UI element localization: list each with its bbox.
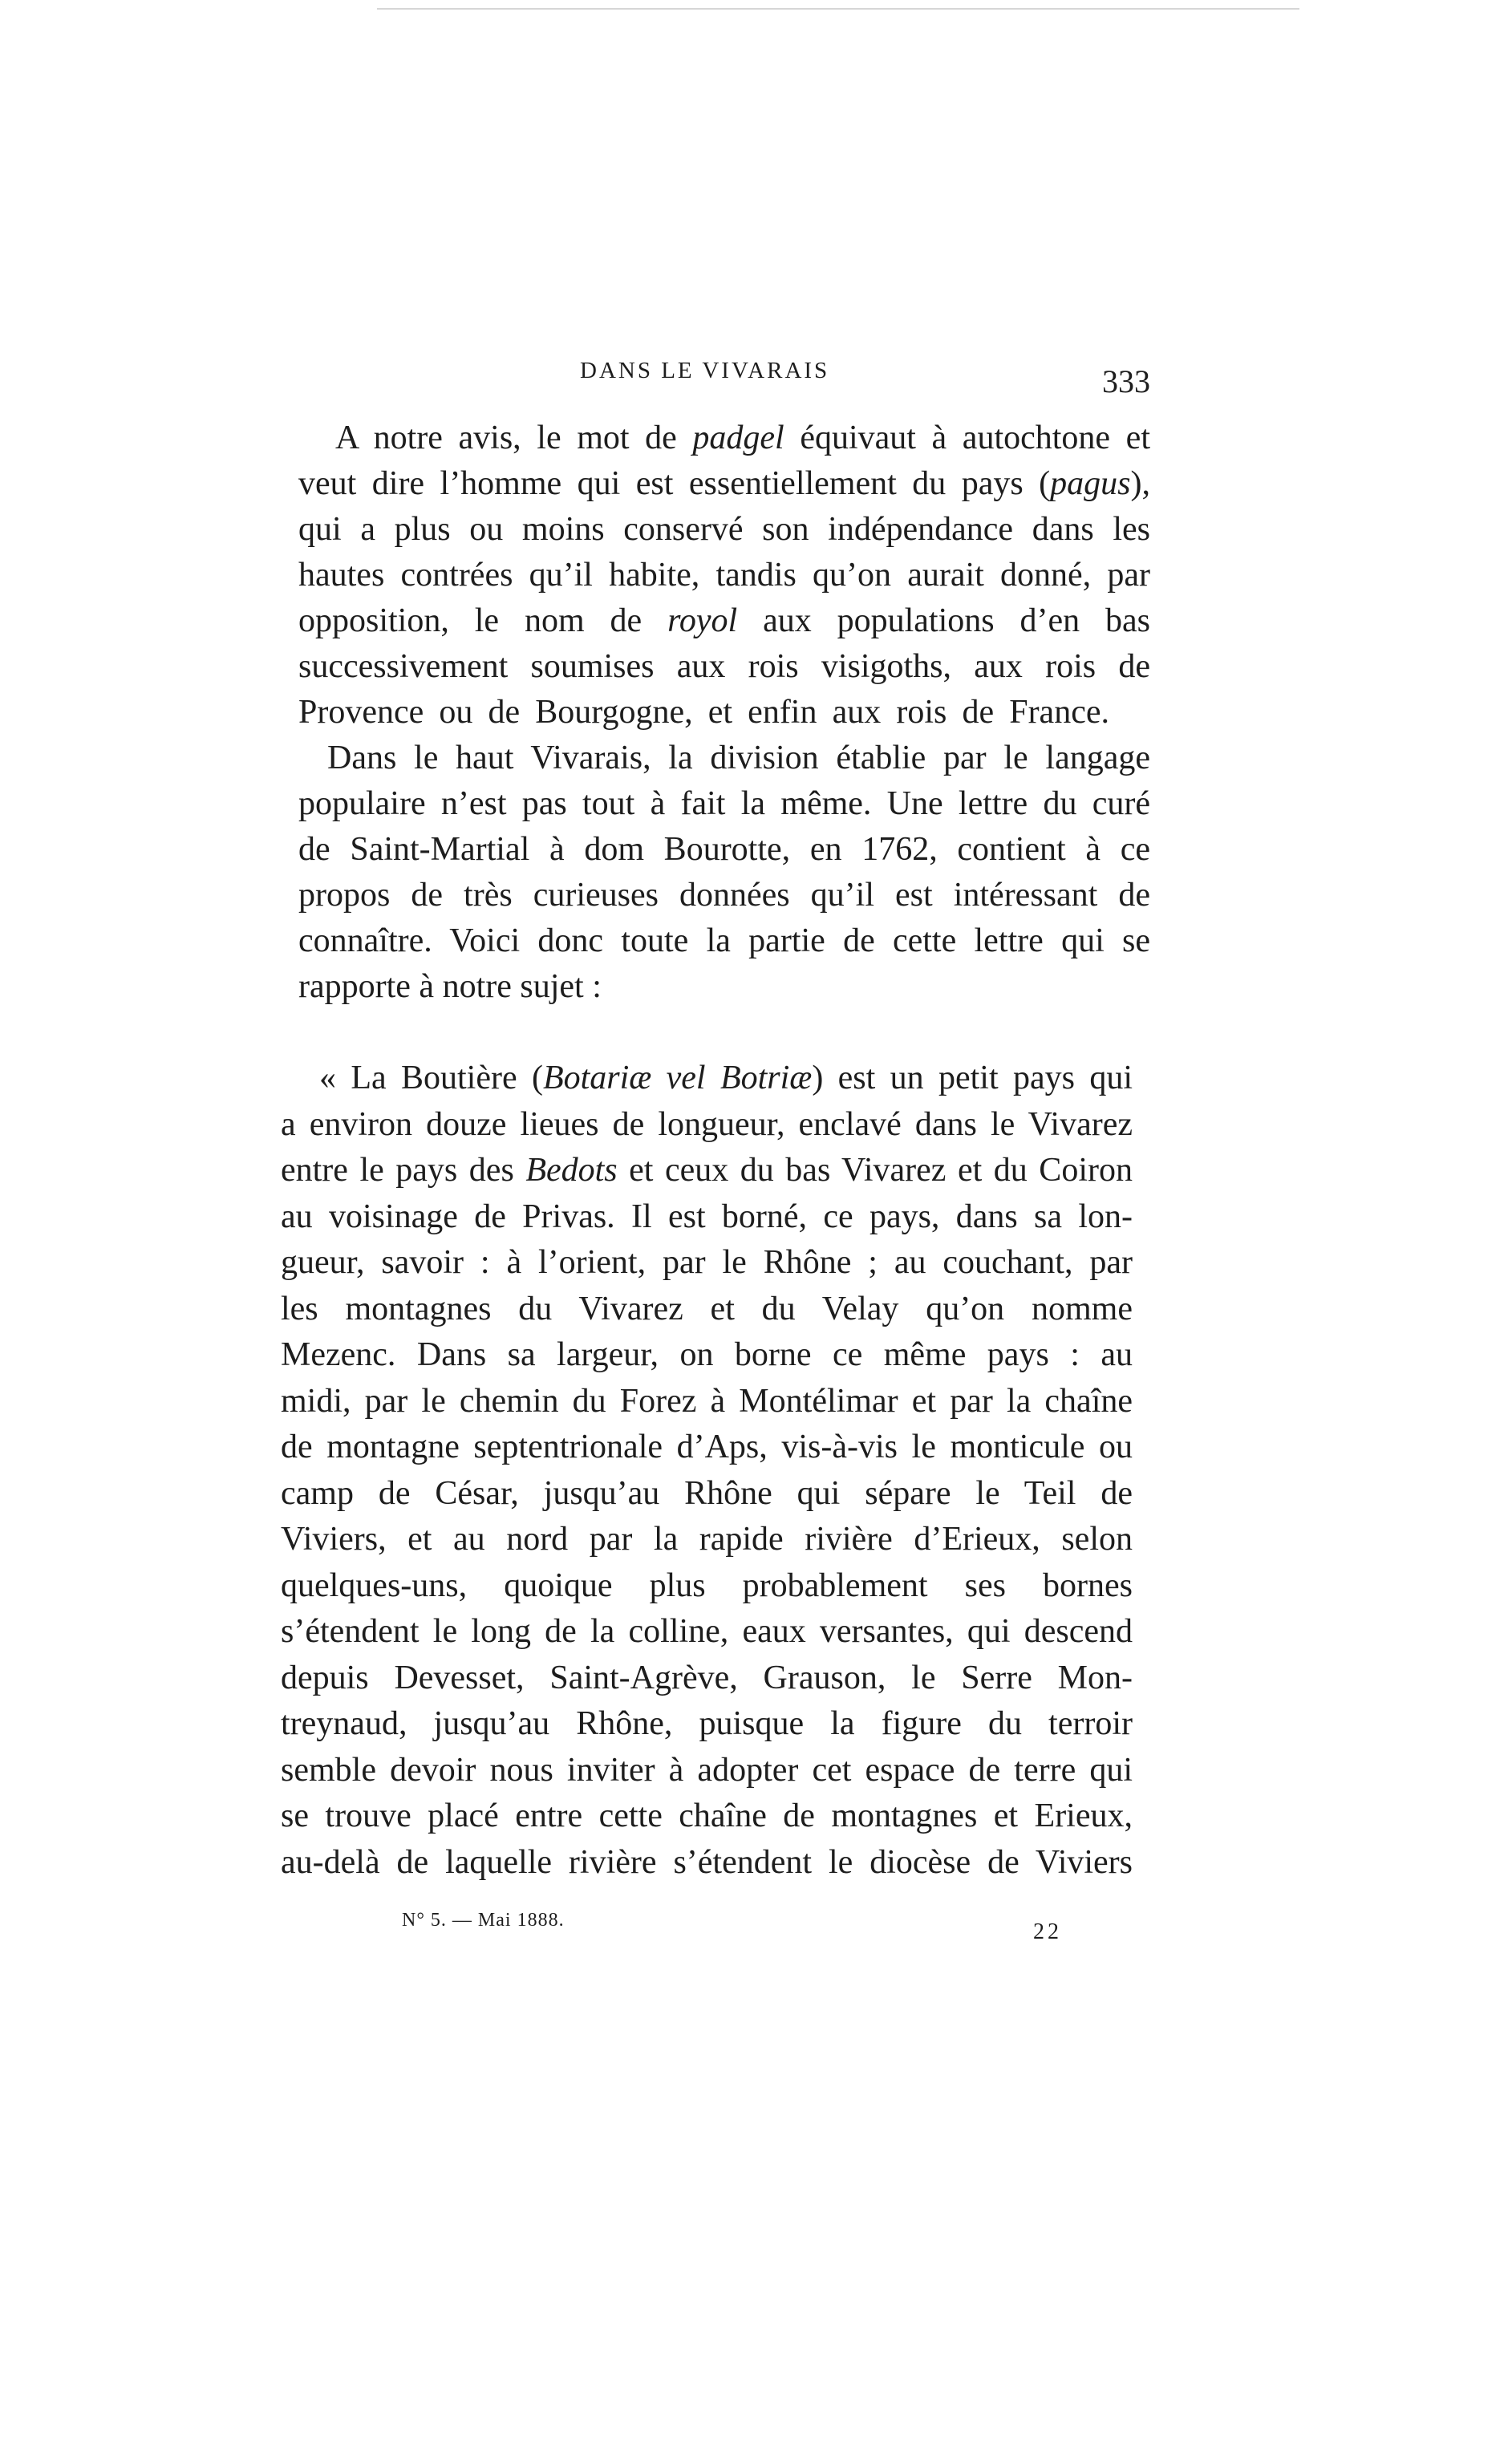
text-line: a environ douze lieues de longueur, enclavé dans le Vivarez — [281, 1105, 1133, 1143]
text-line: hautes contrées qu’il habite, tandis qu’on aurait donné, par — [298, 557, 1150, 594]
text-line: se trouve placé entre cette chaîne de montagnes et Erieux, — [281, 1797, 1133, 1834]
text-line: Provence ou de Bourgogne, et enfin aux rois de France. — [298, 694, 1109, 731]
text-run: entre le pays des — [281, 1152, 526, 1189]
paragraph — [298, 736, 1150, 1010]
text-line: midi, par le chemin du Forez à Montélimar et par la chaîne — [281, 1382, 1133, 1420]
text-run: A notre avis, le mot de — [335, 419, 693, 456]
signature-mark: 22 — [1033, 1919, 1062, 1944]
text-line: gueur, savoir : à l’orient, par le Rhône ; au couchant, par — [281, 1244, 1133, 1281]
text-line: de Saint-Martial à dom Bourotte, en 1762, contient à ce — [298, 831, 1150, 868]
text-line: au voisinage de Privas. Il est borné, ce pays, dans sa lon- — [281, 1198, 1133, 1235]
text-run: ), — [1130, 465, 1150, 502]
running-head: DANS LE VIVARAIS — [580, 358, 830, 383]
text-line: semble devoir nous inviter à adopter cet espace de terre qui — [281, 1751, 1133, 1789]
page-number: 333 — [1102, 363, 1150, 399]
text-line: s’étendent le long de la colline, eaux versantes, qui descend — [281, 1613, 1133, 1650]
text-run: veut dire l’homme qui est essentiellement du pays ( — [298, 465, 1051, 502]
text-line — [298, 598, 1150, 644]
text-line: au-delà de laquelle rivière s’étendent le diocèse de Viviers — [281, 1843, 1133, 1881]
scan-edge — [377, 8, 1299, 10]
text-line: treynaud, jusqu’au Rhône, puisque la figure du terroir — [281, 1705, 1133, 1742]
italic-term: pagus — [1050, 465, 1131, 502]
text-line: propos de très curieuses données qu’il est intéressant de — [298, 877, 1150, 914]
text-line: qui a plus ou moins conservé son indépendance dans les — [298, 511, 1150, 548]
text-line: camp de César, jusqu’au Rhône qui sépare le Teil de — [281, 1474, 1133, 1512]
text-line: depuis Devesset, Saint-Agrève, Grauson, le Serre Mon- — [281, 1659, 1133, 1696]
italic-term: royol — [667, 602, 738, 639]
text-line: les montagnes du Vivarez et du Velay qu’on nomme — [281, 1290, 1133, 1327]
text-run: opposition, le nom de — [298, 602, 668, 639]
text-line: successivement soumises aux rois visigoths, aux rois de — [298, 648, 1150, 685]
italic-term: Bedots — [525, 1152, 618, 1189]
text-run: « La Boutière ( — [319, 1060, 543, 1096]
text-line: de montagne septentrionale d’Aps, vis-à-vis le monticule ou — [281, 1429, 1133, 1465]
text-line — [281, 1056, 1133, 1102]
text-line: populaire n’est pas tout à fait la même. Une lettre du curé — [298, 785, 1150, 822]
text-line: Mezenc. Dans sa largeur, on borne ce même pays : au — [281, 1336, 1133, 1373]
quoted-letter — [281, 1056, 1133, 1886]
italic-term: Botariæ vel Botriæ — [542, 1060, 813, 1096]
text-line: Dans le haut Vivarais, la division établie par le langage — [327, 740, 1150, 776]
main-text — [298, 415, 1150, 1010]
text-line: rapporte à notre sujet : — [298, 968, 602, 1005]
text-run: et ceux du bas Vivarez et du Coiron — [617, 1152, 1133, 1189]
text-line: quelques-uns, quoique plus probablement ses bornes — [281, 1566, 1133, 1604]
issue-line: N° 5. — Mai 1888. — [402, 1910, 565, 1931]
text-line — [298, 415, 1150, 461]
text-run: ) est un petit pays qui — [812, 1060, 1133, 1096]
italic-term: padgel — [692, 419, 784, 456]
text-line: Viviers, et au nord par la rapide rivière d’Erieux, selon — [281, 1521, 1133, 1558]
text-run: équivaut à autochtone et — [784, 419, 1150, 456]
paragraph — [298, 415, 1150, 736]
text-line: connaître. Voici donc toute la partie de cette lettre qui se — [298, 922, 1150, 959]
text-line — [281, 1148, 1133, 1194]
text-line — [298, 461, 1150, 507]
text-run: aux populations d’en bas — [737, 602, 1150, 639]
